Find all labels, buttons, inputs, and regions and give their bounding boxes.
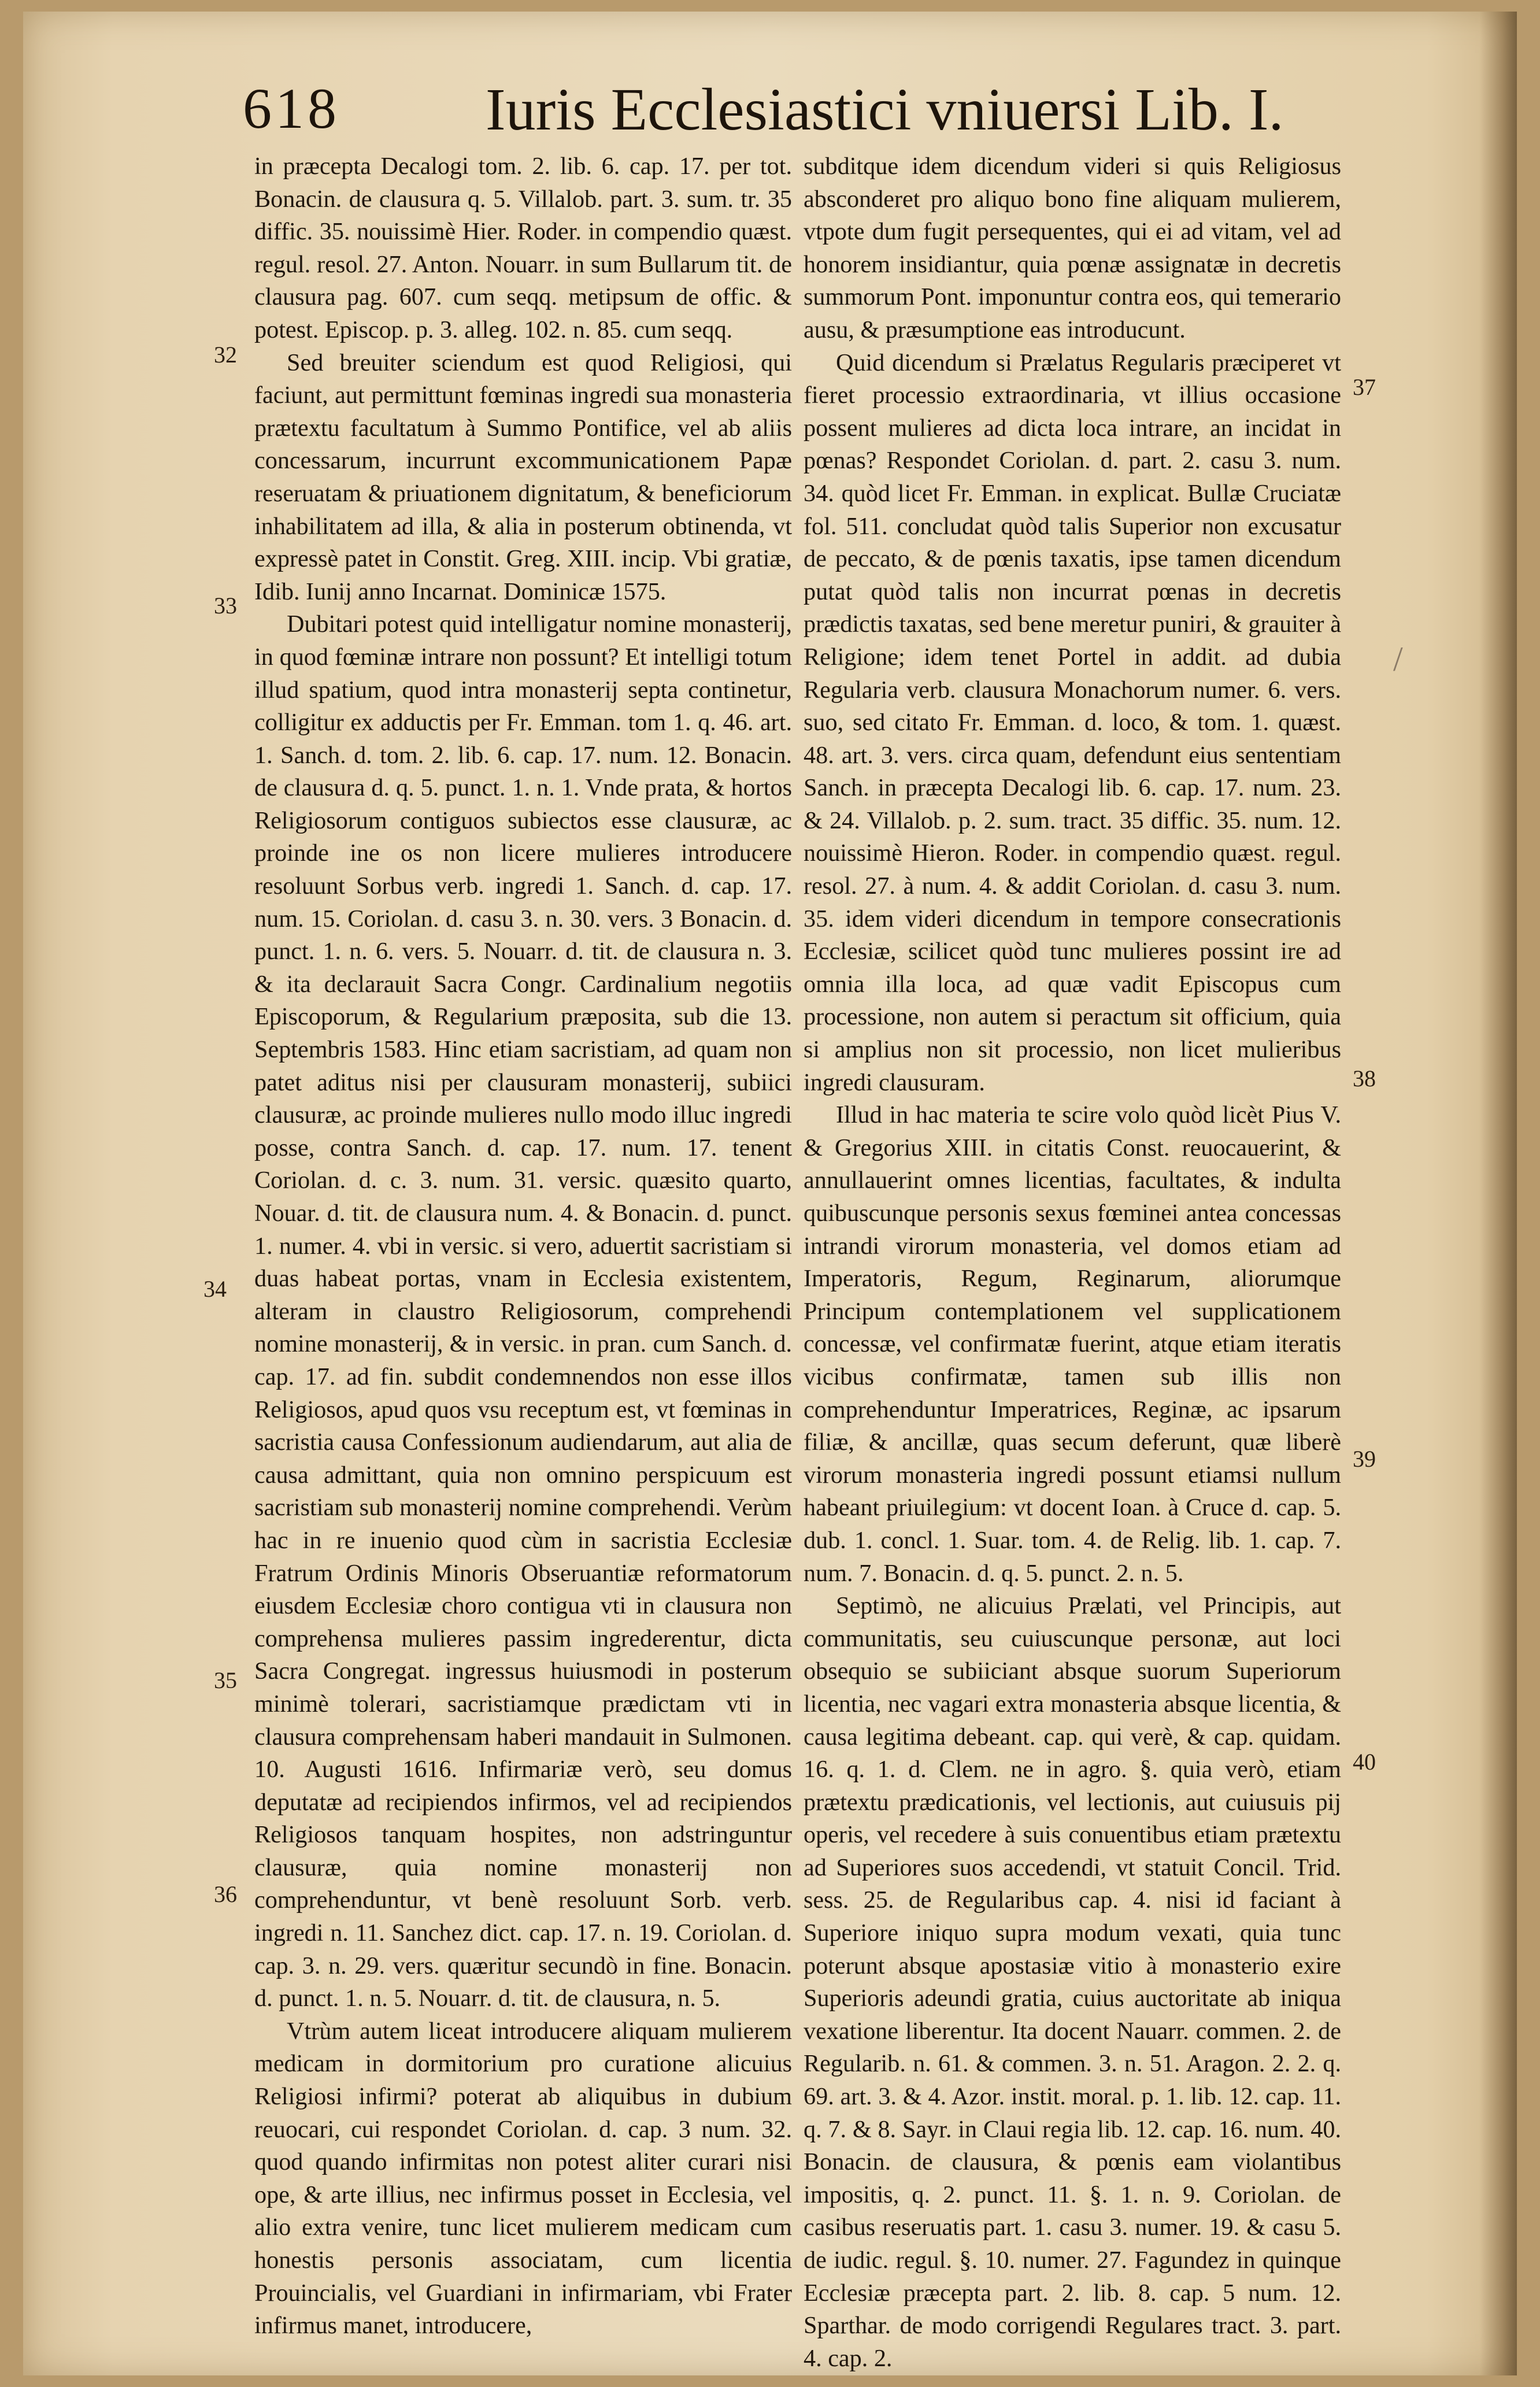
- left-column: [254, 150, 792, 2340]
- margin-number-37: 37: [1353, 374, 1376, 400]
- right-paragraph-4: Septimò, ne alicuius Prælati, vel Principis, aut communitatis, seu cuiuscunque personæ, aut loci obsequio se subiiciant absque suorum Superiorum licentia, nec vagari extra monasteria absque licentia, & causa legitima debeant. cap. qui verè, & cap. quidam. 16. q. 1. d. Clem. ne in agro. §. quia verò, etiam prætextu prædicationis, vel lectionis, aut cuiusuis pij operis, vel recedere à suis conuentibus etiam prætextu ad Superiores suos accedendi, vt statuit Concil. Trid. sess. 25. de Regularibus cap. 4. nisi id faciant à Superiore iniquo supra modum vexati, quia tunc poterunt absque apostasiæ vitio à monasterio exire Superioris adeundi gratia, cuius auctoritate ab iniqua vexatione liberentur. Ita docent Nauarr. commen. 2. de Regularib. n. 61. & commen. 3. n. 51. Aragon. 2. 2. q. 69. art. 3. & 4. Azor. instit. moral. p. 1. lib. 12. cap. 11. q. 7. & 8. Sayr. in Claui regia lib. 12. cap. 16. num. 40. Bonacin. de clausura, & pœnis eam violantibus impositis, q. 2. punct. 11. §. 1. n. 9. Coriolan. de casibus reseruatis part. 1. casu 3. numer. 19. & casu 5. de iudic. regul. §. 10. numer. 27. Fagundez in quinque Ecclesiæ præcepta part. 2. lib. 8. cap. 5 num. 12. Sparthar. de modo corrigendi Regulares tract. 3. part. 4. cap. 2.: [804, 1592, 1341, 2372]
- left-paragraph-4: Vtrùm autem liceat introducere aliquam mulierem medicam in dormitorium pro curatione alicuius Religiosi infirmi? poterat ab aliquibus in dubium reuocari, cui respondet Coriolan. d. cap. 3 num. 32. quod quando infirmitas non potest aliter curari nisi ope, & arte illius, nec infirmus posset in Ecclesia, vel alio extra venire, tunc licet mulierem medicam cum honestis personis associatam, cum licentia Prouincialis, vel Guardiani in infirmariam, vbi Frater infirmus manet, introducere,: [254, 2017, 792, 2340]
- margin-number-35: 35: [214, 1667, 237, 1693]
- page-number: 618: [243, 76, 340, 140]
- left-paragraph-3: Dubitari potest quid intelligatur nomine monasterij, in quod fœminæ intrare non possunt? Et intelligi totum illud spatium, quod intra monasterij septa continetur, colligitur ex adductis per Fr. Emman. tom 1. q. 46. art. 1. Sanch. d. tom. 2. lib. 6. cap. 17. num. 12. Bonacin. de clausura d. q. 5. punct. 1. n. 1. Vnde prata, & hortos Religiosorum contiguos subiectos esse clausuræ, ac proinde ine os non licere mulieres introducere resoluunt Sorbus verb. ingredi 1. Sanch. d. cap. 17. num. 15. Coriolan. d. casu 3. n. 30. vers. 3 Bonacin. d. punct. 1. n. 6. vers. 5. Nouarr. d. tit. de clausura n. 3. & ita declarauit Sacra Congr. Cardinalium negotiis Episcoporum, & Regularium præposita, sub die 13. Septembris 1583. Hinc etiam sacristiam, ad quam non patet aditus nisi per clausuram monasterij, subiici clausuræ, ac proinde mulieres nullo modo illuc ingredi posse, contra Sanch. d. cap. 17. num. 17. tenent Coriolan. d. c. 3. num. 31. versic. quæsito quarto, Nouar. d. tit. de clausura num. 4. & Bonacin. d. punct. 1. numer. 4. vbi in versic. si vero, aduertit sacristiam si duas habeat portas, vnam in Ecclesia existentem, alteram in claustro Religiosorum, comprehendi nomine monasterij, & in versic. in pran. cum Sanch. d. cap. 17. ad fin. subdit condemnendos non esse illos Religiosos, apud quos vsu receptum est, vt fœminas in sacristia causa Confessionum audiendarum, aut alia de causa admittant, quia non omnino perspicuum est sacristiam sub monasterij nomine comprehendi. Verùm hac in re inuenio quod cùm in sacristia Ecclesiæ Fratrum Ordinis Minoris Obseruantiæ reformatorum eiusdem Ecclesiæ choro contigua vti in clausura non comprehensa mulieres passim ingrederentur, dicta Sacra Congregat. ingressus huiusmodi in posterum minimè tolerari, sacristiamque prædictam vti in clausura comprehensam haberi mandauit in Sulmonen. 10. Augusti 1616. Infirmariæ verò, seu domus deputatæ ad recipiendos infirmos, vel ad recipiendos Religiosos tanquam hospites, non adstringuntur clausuræ, quia nomine monasterij non comprehenduntur, vt benè resoluunt Sorb. verb. ingredi n. 11. Sanchez dict. cap. 17. n. 19. Coriolan. d. cap. 3. n. 29. vers. quæritur secundò in fine. Bonacin. d. punct. 1. n. 5. Nouarr. d. tit. de clausura, n. 5.: [254, 610, 792, 2012]
- margin-number-34: 34: [203, 1276, 227, 1302]
- left-paragraph-2: Sed breuiter sciendum est quod Religiosi, qui faciunt, aut permittunt fœminas ingredi sua monasteria prætextu facultatum à Summo Pontifice, vel ab aliis concessarum, incurrunt excommunicationem Papæ reseruatam & priuationem dignitatum, & beneficiorum inhabilitatem ad illa, & alia in posterum obtinenda, vt expressè patet in Constit. Greg. XIII. incip. Vbi gratiæ, Idib. Iunij anno Incarnat. Dominicæ 1575.: [254, 349, 792, 605]
- running-title: Iuris Ecclesiastici vniuersi Lib. I.: [486, 76, 1284, 143]
- margin-number-39: 39: [1353, 1446, 1376, 1472]
- margin-number-36: 36: [214, 1881, 237, 1907]
- right-column: [804, 150, 1341, 2372]
- margin-number-33: 33: [214, 593, 237, 619]
- margin-number-40: 40: [1353, 1749, 1376, 1775]
- page-binding-shadow: [1480, 12, 1517, 2375]
- right-paragraph-3: Illud in hac materia te scire volo quòd licèt Pius V. & Gregorius XIII. in citatis Const. reuocauerint, & annullauerint omnes licentias, facultates, & indulta quibuscunque personis sexus fœminei antea concessas intrandi virorum monasteria, vel domos etiam ad Imperatoris, Regum, Reginarum, aliorumque Principum contemplationem vel supplicationem concessæ, vel confirmatæ fuerint, atque etiam iteratis vicibus confirmatæ, tamen sub illis non comprehenduntur Imperatrices, Reginæ, ac ipsarum filiæ, & ancillæ, quas secum deferunt, quæ liberè virorum monasteria ingredi possunt etiamsi nullum habeant priuilegium: vt docent Ioan. à Cruce d. cap. 5. dub. 1. concl. 1. Suar. tom. 4. de Relig. lib. 1. cap. 7. num. 7. Bonacin. d. q. 5. punct. 2. n. 5.: [804, 1101, 1341, 1587]
- page-header: [243, 75, 1341, 143]
- pencil-mark: /: [1393, 640, 1403, 678]
- right-paragraph-2: Quid dicendum si Prælatus Regularis præciperet vt fieret processio extraordinaria, vt illius occasione possent mulieres ad dicta loca intrare, an incidat in pœnas? Respondet Coriolan. d. part. 2. casu 3. num. 34. quòd licet Fr. Emman. in explicat. Bullæ Cruciatæ fol. 511. concludat quòd talis Superior non excusatur de peccato, & de pœnis taxatis, ipse tamen dicendum putat quòd talis non incurrat pœnas in decretis prædictis taxatas, sed bene meretur puniri, & grauiter à Religione; idem tenet Portel in addit. ad dubia Regularia verb. clausura Monachorum numer. 6. vers. suo, sed citato Fr. Emman. d. loco, & tom. 1. quæst. 48. art. 3. vers. circa quam, defendunt eius sententiam Sanch. in præcepta Decalogi lib. 6. cap. 17. num. 23. & 24. Villalob. p. 2. sum. tract. 35 diffic. 35. num. 12. nouissimè Hieron. Roder. in compendio quæst. regul. resol. 27. à num. 4. & addit Coriolan. d. casu 3. num. 35. idem videri dicendum in tempore consecrationis Ecclesiæ, scilicet quòd tunc mulieres possint ire ad omnia illa loca, ad quæ vadit Episcopus cum processione, non autem si peractum sit officium, quia si amplius non sit processio, non licet mulieribus ingredi clausuram.: [804, 349, 1341, 1096]
- book-page: [23, 12, 1517, 2375]
- margin-number-38: 38: [1353, 1065, 1376, 1091]
- left-paragraph-1: in præcepta Decalogi tom. 2. lib. 6. cap. 17. per tot. Bonacin. de clausura q. 5. Villalob. part. 3. sum. tr. 35 diffic. 35. nouissimè Hier. Roder. in compendio quæst. regul. resol. 27. Anton. Nouarr. in sum Bullarum tit. de clausura pag. 607. cum seqq. metipsum de offic. & potest. Episcop. p. 3. alleg. 102. n. 85. cum seqq.: [254, 153, 792, 343]
- right-paragraph-1: subditque idem dicendum videri si quis Religiosus absconderet pro aliquo bono fine aliquam mulierem, vtpote dum fugit persequentes, qui ei ad vitam, vel ad honorem insidiantur, quia pœnæ assignatæ in decretis summorum Pont. imponuntur contra eos, qui temerario ausu, & præsumptione eas introducunt.: [804, 153, 1341, 343]
- margin-number-32: 32: [214, 342, 237, 368]
